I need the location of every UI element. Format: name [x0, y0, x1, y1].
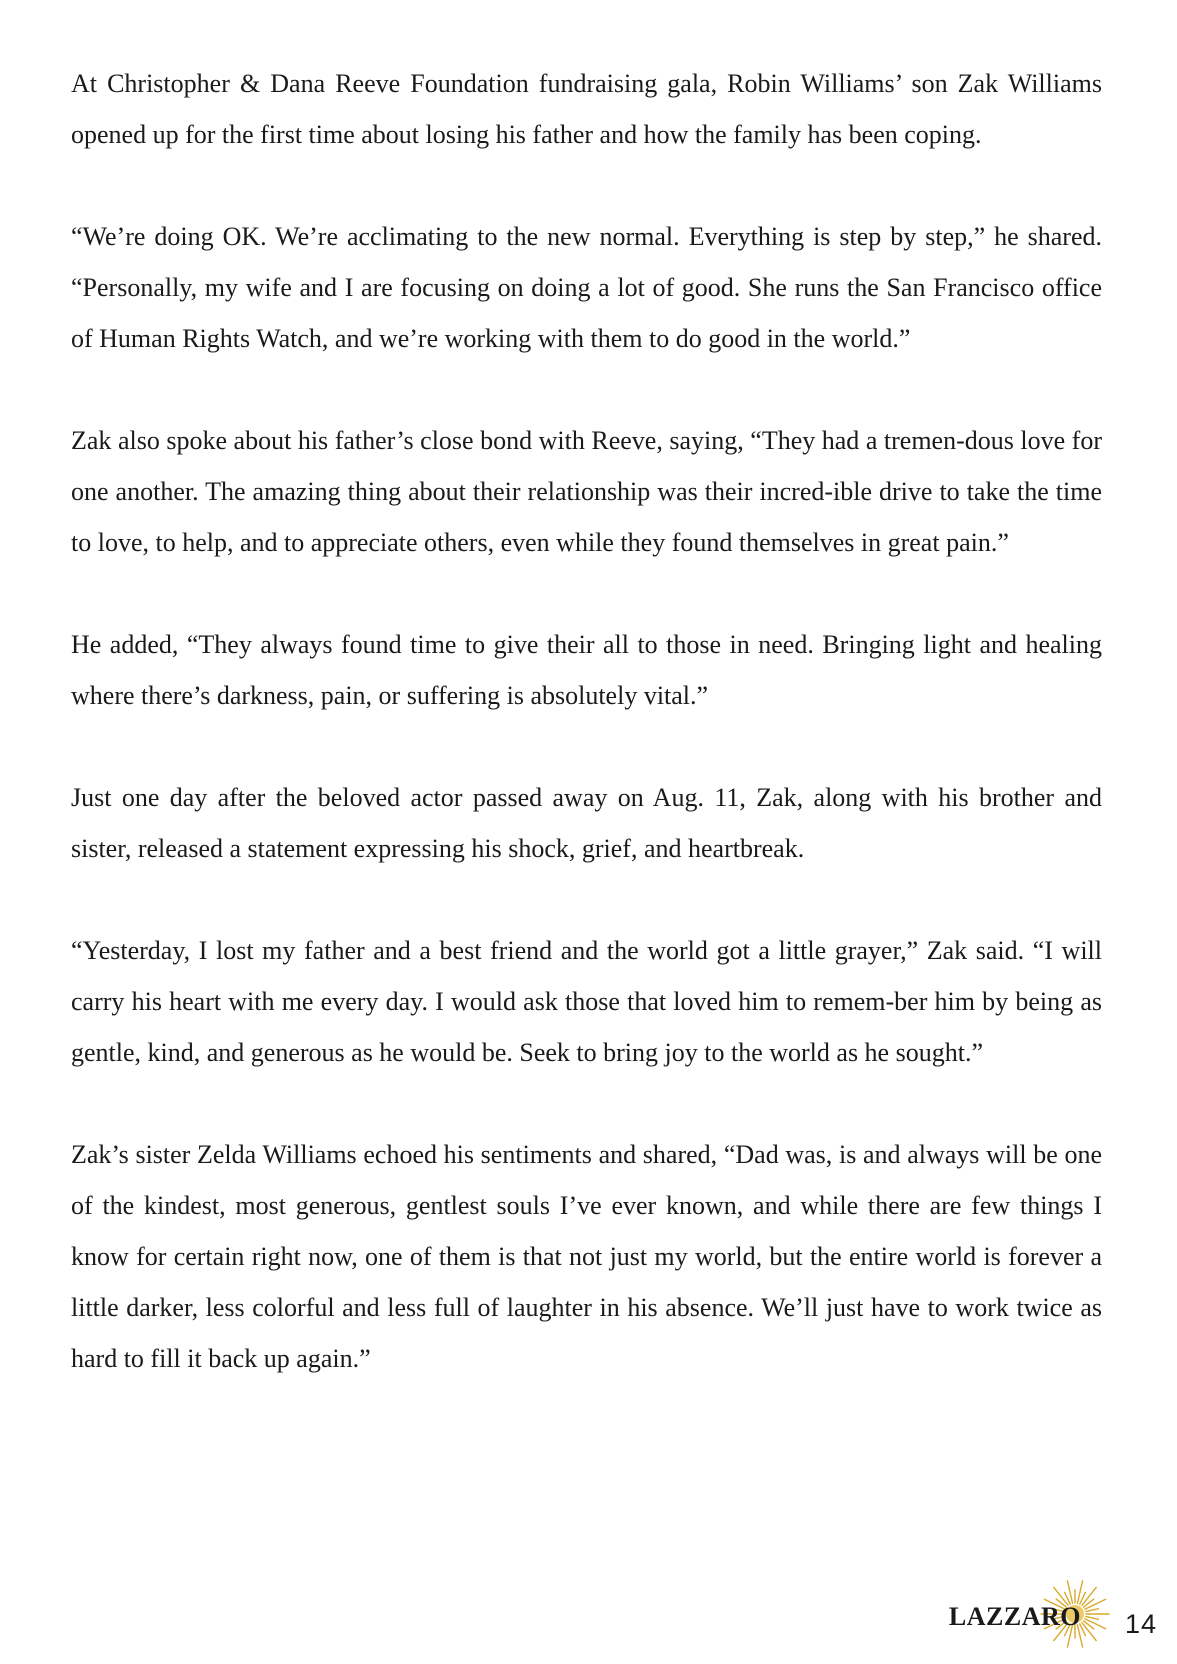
paragraph: At Christopher & Dana Reeve Foundation fundraising gala, Robin Williams’ son Zak Williams opened up for the first time about losing his father and how the family has been coping.	[71, 69, 1102, 149]
paragraph: Just one day after the beloved actor passed away on Aug. 11, Zak, along with his brother and sister, released a statement expressing his shock, grief, and heartbreak.	[71, 783, 1102, 863]
logo-text: LAZZARO	[948, 1602, 1081, 1631]
page-footer	[933, 1592, 1163, 1652]
paragraph: “We’re doing OK. We’re acclimating to the new normal. Everything is step by step,” he shared. “Personally, my wife and I are focusing on doing a lot of good. She runs the San Francisco office of Human Rights Watch, and we’re working with them to do good in the world.”	[71, 222, 1102, 353]
sun-ray	[1086, 1609, 1099, 1612]
sun-ray	[1086, 1616, 1099, 1619]
page-number: 14	[1124, 1609, 1157, 1639]
article-body	[71, 58, 1102, 1435]
paragraph: He added, “They always found time to give their all to those in need. Bringing light and healing where there’s darkness, pain, or suffering is absolutely vital.”	[71, 630, 1102, 710]
paragraph: “Yesterday, I lost my father and a best friend and the world got a little grayer,” Zak said. “I will carry his heart with me every day. I would ask those that loved him to remem-ber him by being as gentle, kind, and generous as he would be. Seek to bring joy to the world as he sought.”	[71, 936, 1102, 1067]
paragraph: Zak’s sister Zelda Williams echoed his sentiments and shared, “Dad was, is and always will be one of the kindest, most generous, gentlest souls I’ve ever known, and while there are few things I know for certain right now, one of them is that not just my world, but the entire world is forever a little darker, less colorful and less full of laughter in his absence. We’ll just have to work twice as hard to fill it back up again.”	[71, 1140, 1102, 1373]
lazzaro-logo	[930, 1586, 1105, 1646]
paragraph: Zak also spoke about his father’s close bond with Reeve, saying, “They had a tremen-dous love for one another. The amazing thing about their relationship was their incred-ible drive to take the time to love, to help, and to appreciate others, even while they found themselves in great pain.”	[71, 426, 1102, 557]
